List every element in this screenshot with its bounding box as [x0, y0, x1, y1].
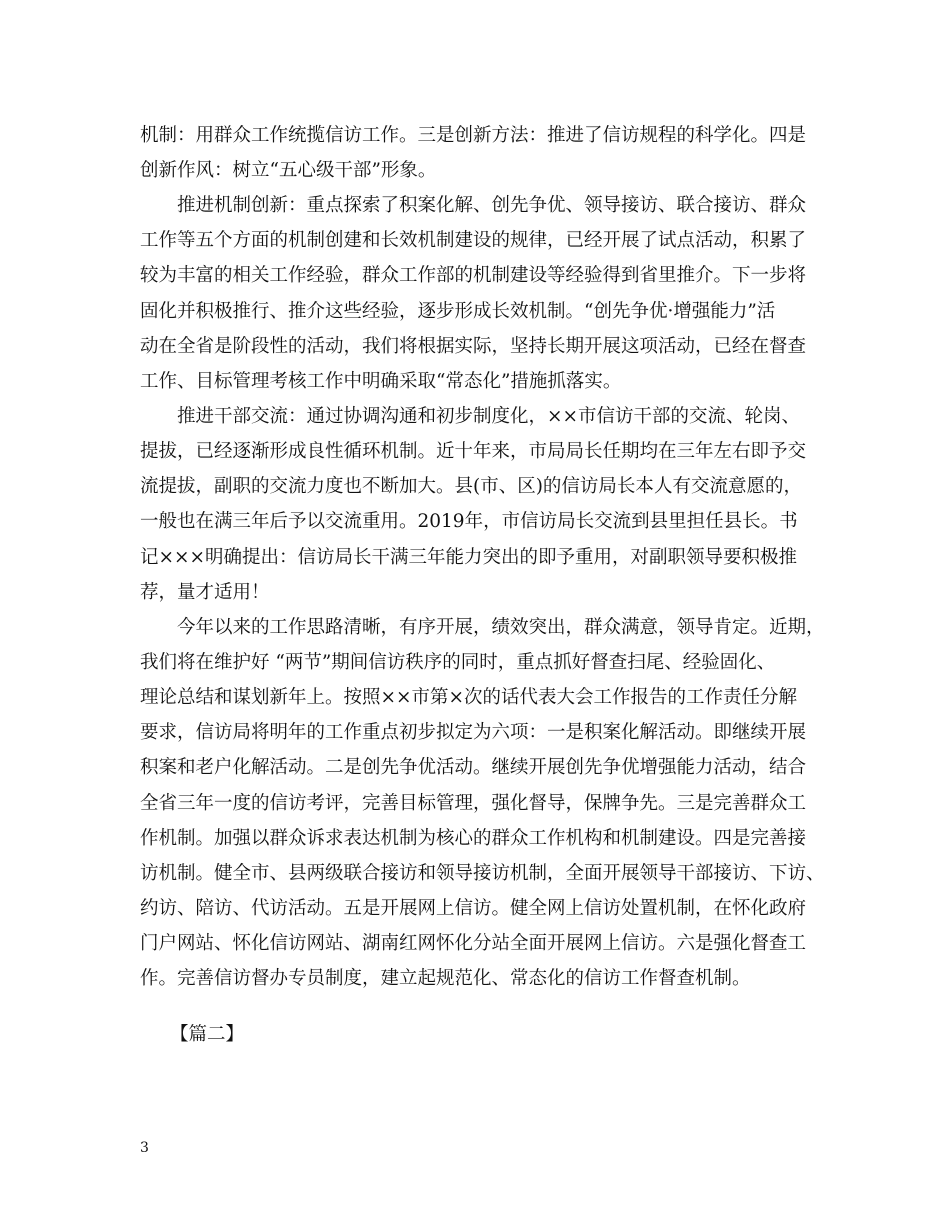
text-line: 约访、陪访、代访活动。五是开展网上信访。健全网上信访处置机制，在怀化政府	[140, 898, 807, 919]
section-heading: 【篇二】	[170, 1024, 245, 1045]
text-line: 提拔，已经逐渐形成良性循环机制。近十年来，市局局长任期均在三年左右即予交	[140, 441, 807, 462]
text-line: 固化并积极推行、推介这些经验，逐步形成长效机制。“创先争优·增强能力”活	[140, 301, 776, 322]
text-line: 作。完善信访督办专员制度，建立起规范化、常态化的信访工作督查机制。	[140, 968, 751, 989]
text-line: 理论总结和谋划新年上。按照××市第×次的话代表大会工作报告的工作责任分解	[140, 687, 798, 708]
page-number: 3	[140, 1140, 149, 1156]
text-line: 积案和老户化解活动。二是创先争优活动。继续开展创先争优增强能力活动，结合	[140, 757, 807, 778]
paragraph-start-line: 推进机制创新：重点探索了积案化解、创先争优、领导接访、联合接访、群众	[177, 195, 807, 216]
text-line: 门户网站、怀化信访网站、湖南红网怀化分站全面开展网上信访。六是强化督查工	[140, 933, 807, 954]
text-line: 访机制。健全市、县两级联合接访和领导接访机制，全面开展领导干部接访、下访、	[140, 863, 825, 884]
text-line: 流提拔，副职的交流力度也不断加大。县(市、区)的信访局长本人有交流意愿的，	[140, 476, 802, 497]
paragraph-start-line: 今年以来的工作思路清晰，有序开展，绩效突出，群众满意，领导肯定。近期，	[177, 617, 825, 638]
text-line: 创新作风：树立“五心级干部”形象。	[140, 160, 437, 181]
text-line: 工作等五个方面的机制创建和长效机制建设的规律，已经开展了试点活动，积累了	[140, 230, 807, 251]
text-line: 作机制。加强以群众诉求表达机制为核心的群众工作机构和机制建设。四是完善接	[140, 828, 807, 849]
paragraph-start-line: 推进干部交流：通过协调沟通和初步制度化，××市信访干部的交流、轮岗、	[177, 406, 801, 427]
text-line: 动在全省是阶段性的活动，我们将根据实际，坚持长期开展这项活动，已经在督查	[140, 336, 807, 357]
text-line: 记×××明确提出：信访局长干满三年能力突出的即予重用，对副职领导要积极推	[140, 547, 798, 568]
text-line: 全省三年一度的信访考评，完善目标管理，强化督导，保牌争先。三是完善群众工	[140, 793, 807, 814]
text-line: 我们将在维护好 “两节”期间信访秩序的同时，重点抓好督查扫尾、经验固化、	[140, 652, 776, 673]
text-line: 荐，量才适用！	[140, 582, 270, 603]
text-line: 一般也在满三年后予以交流重用。2019年，市信访局长交流到县里担任县长。书	[140, 511, 798, 532]
text-line: 工作、目标管理考核工作中明确采取“常态化”措施抓落实。	[140, 371, 622, 392]
text-line: 机制：用群众工作统揽信访工作。三是创新方法：推进了信访规程的科学化。四是	[140, 125, 807, 146]
text-line: 较为丰富的相关工作经验，群众工作部的机制建设等经验得到省里推介。下一步将	[140, 265, 807, 286]
text-line: 要求，信访局将明年的工作重点初步拟定为六项：一是积案化解活动。即继续开展	[140, 722, 807, 743]
